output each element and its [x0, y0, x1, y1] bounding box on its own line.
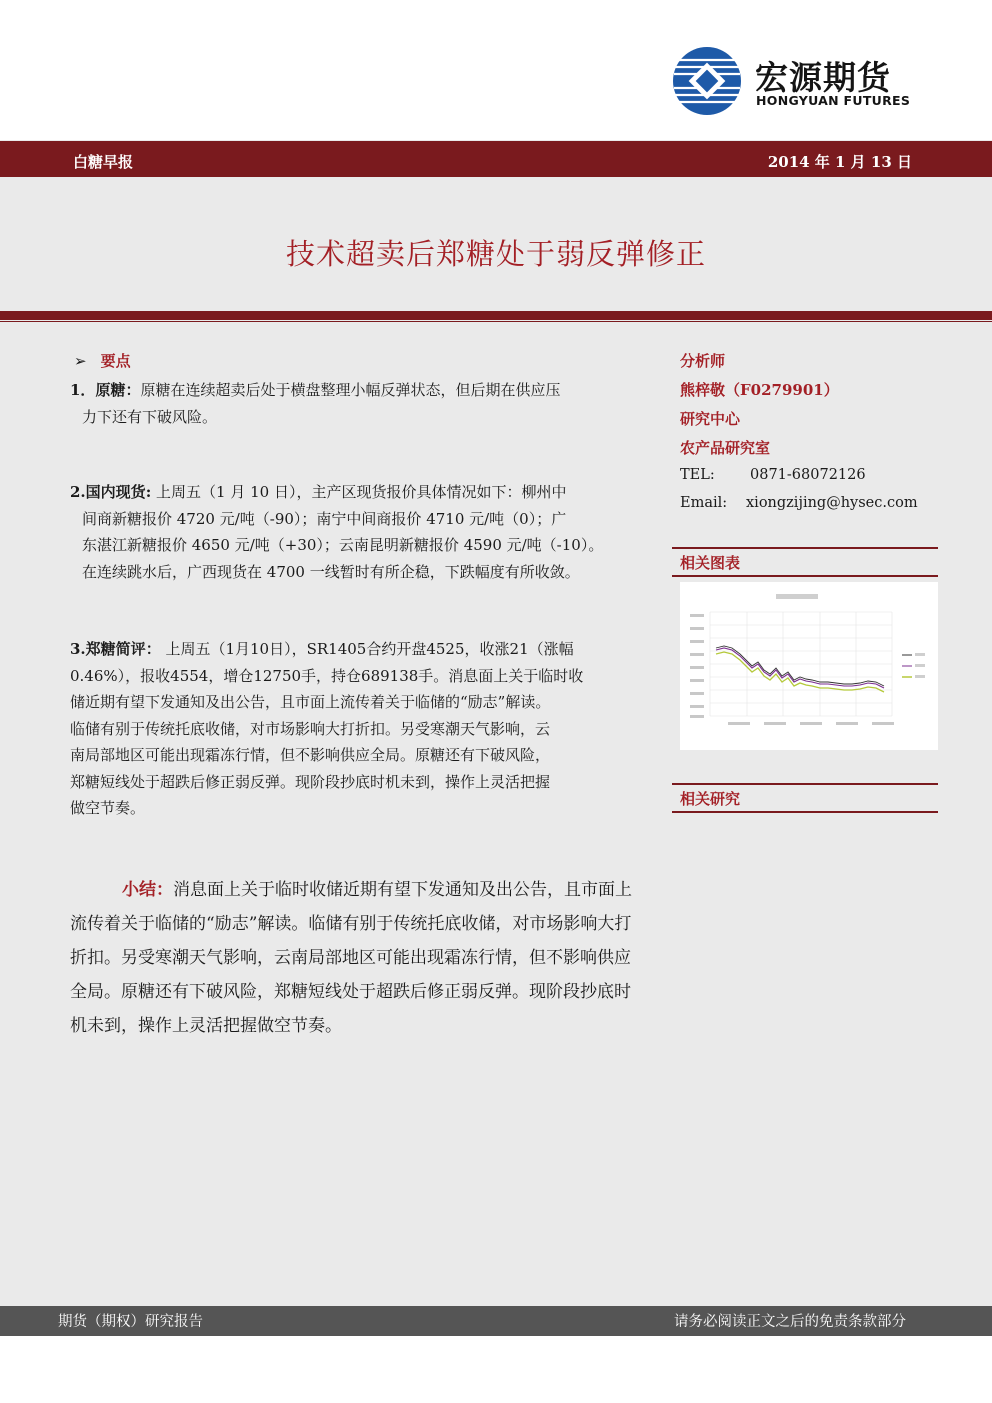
related-chart-thumbnail — [680, 582, 938, 750]
email-label: Email: — [680, 495, 728, 511]
summary-text: 消息面上关于临时收储近期有望下发通知及出公告，且市面上流传着关于临储的“励志”解读。临储有别于传统托底收储，对市场影响大打折扣。另受寒潮天气影响，云南局部地区可能出现霜冻行情，但不影响供应全局。原糖还有下破风险，郑糖短线处于超跌后修正弱反弹。现阶段抄底时机未到，操作上灵活把握做空节奏。 — [70, 880, 632, 1036]
analyst-label: 分析师 — [680, 352, 726, 370]
analyst-name: 熊梓敬（F0279901） — [680, 381, 839, 399]
brand-name-cn: 宏源期货 — [755, 58, 891, 97]
tel-label: TEL: — [680, 467, 715, 483]
section-domestic-spot: 2.国内现货: 上周五（1 月 10 日），主产区现货报价具体情况如下：柳州中 间商新糖报价 4720 元/吨（-90）；南宁中间商报价 4710 元/吨（0）；广 东湛江新糖报价 4650 元/吨（+30）；云南昆明新糖报价 4590 元/吨（-10）。 在连续跳水后，广西现货在 4700 一线暂时有所企稳，下跌幅度有所收敛。 — [70, 483, 604, 581]
brand-name-en: HONGYUAN FUTURES — [756, 93, 911, 108]
footer-disclaimer: 请务必阅读正文之后的免责条款部分 — [674, 1314, 906, 1330]
hongyuan-logo-icon — [672, 46, 742, 116]
title-divider — [0, 311, 992, 320]
page-title: 技术超卖后郑糖处于弱反弹修正 — [285, 237, 706, 271]
key-points-heading: ➢ 要点 — [74, 352, 131, 370]
summary-label: 小结： — [122, 880, 173, 900]
dept-agri-research: 农产品研究室 — [680, 439, 771, 457]
related-charts-header: 相关图表 — [672, 547, 938, 577]
footer-margin — [0, 1336, 992, 1403]
tel-number: 0871-68072126 — [750, 467, 866, 483]
dept-research-center: 研究中心 — [680, 410, 741, 428]
section-label: 郑糖简评 — [85, 640, 146, 658]
section-zhengzhou-sugar: 3.郑糖简评： 上周五（1月10日），SR1405合约开盘4525，收涨21（涨幅 0.46%），报收4554，增仓12750手，持仓689138手。消息面上关于临时收 储近期有望下发通知及出公告，且市面上流传着关于临储的“励志”解读。 临储有别于传统托底收储，对市场影响大打折扣。另受寒潮天气影响，云 南局部地区可能出现霜冻行情，但不影响供应全局。原糖还有下破风险， 郑糖短线处于超跌后修正弱反弹。现阶段抄底时机未到，操作上灵活把握 做空节奏。 — [70, 640, 584, 817]
email-address[interactable]: xiongzijing@hysec.com — [746, 495, 918, 511]
section-raw-sugar: 1．原糖：原糖在连续超卖后处于横盘整理小幅反弹状态，但后期在供应压 力下还有下破风险。 — [70, 381, 561, 426]
report-date: 2014 年 1 月 13 日 — [767, 153, 912, 171]
summary — [70, 873, 635, 1043]
report-type: 白糖早报 — [73, 153, 134, 171]
title-divider-thin — [0, 321, 992, 322]
arrow-icon: ➢ — [74, 352, 87, 370]
section-label: 国内现货 — [85, 483, 146, 501]
footer-report-type: 期货（期权）研究报告 — [58, 1314, 203, 1330]
section-label: 原糖 — [95, 381, 126, 399]
related-research-header: 相关研究 — [672, 783, 938, 813]
